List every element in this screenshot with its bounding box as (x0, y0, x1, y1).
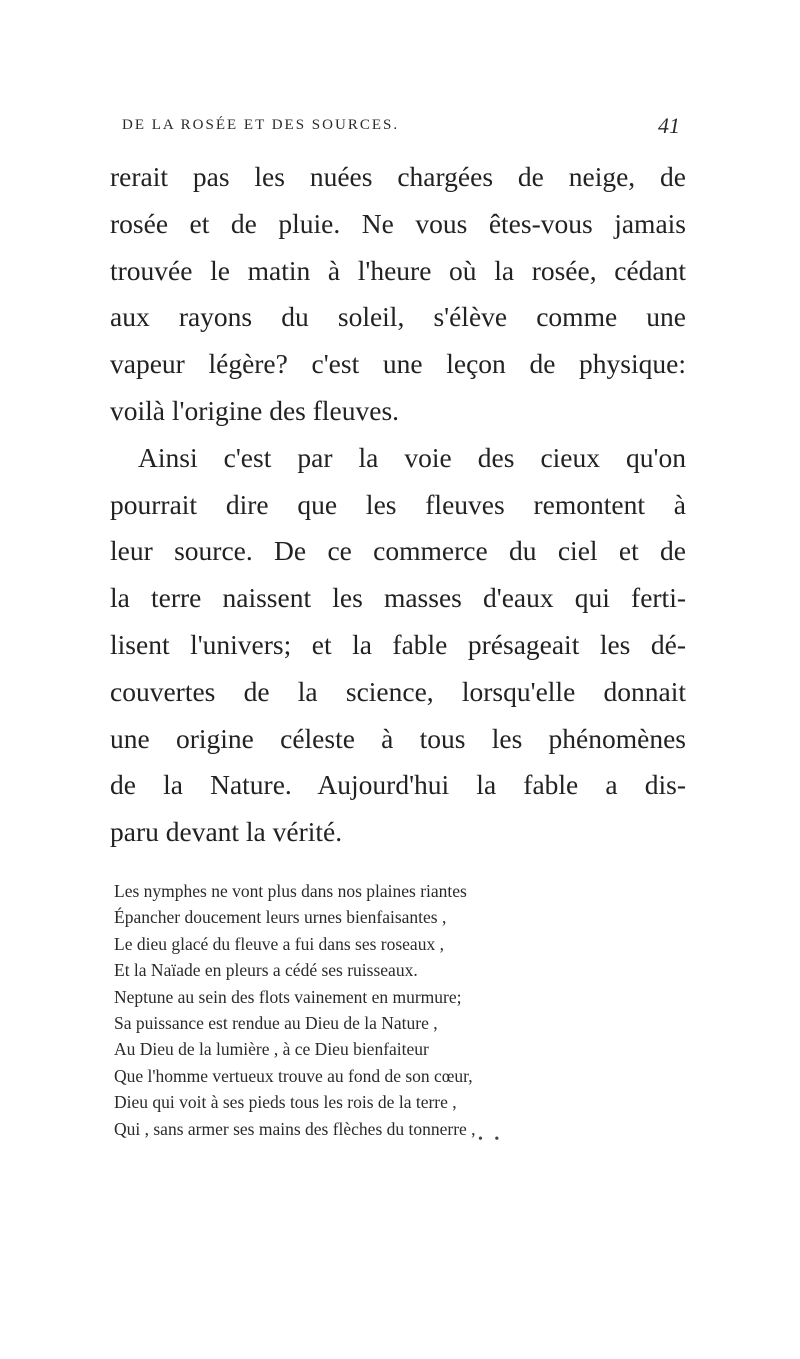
verse-line: Neptune au sein des flots vainement en murmure; (114, 986, 462, 1007)
running-title: DE LA ROSÉE ET DES SOURCES. (122, 117, 400, 133)
prose-line: paru devant la vérité. (110, 816, 343, 848)
verse-line: Et la Naïade en pleurs a cédé ses ruisseaux. (114, 960, 418, 981)
verse-line: Que l'homme vertueux trouve au fond de son cœur, (114, 1065, 473, 1086)
prose-line: lisent l'univers; et la fable présageait les dé- (110, 628, 686, 660)
prose-line: rosée et de pluie. Ne vous êtes-vous jamais (110, 207, 686, 239)
verse-line: Dieu qui voit à ses pieds tous les rois de la terre , (114, 1092, 457, 1113)
prose-line: pourrait dire que les fleuves remontent à (110, 488, 686, 520)
prose-line: une origine céleste à tous les phénomènes (110, 722, 686, 754)
prose-line: rerait pas les nuées chargées de neige, de (110, 161, 686, 192)
prose-line: trouvée le matin à l'heure où la rosée, cédant (110, 254, 686, 286)
prose-line: couvertes de la science, lorsqu'elle donnait (110, 675, 686, 707)
prose-line: leur source. De ce commerce du ciel et de (110, 535, 686, 567)
prose-line: de la Nature. Aujourd'hui la fable a dis- (110, 769, 686, 801)
prose-block (110, 154, 686, 856)
prose-line: voilà l'origine des fleuves. (110, 394, 400, 426)
verse-line: Sa puissance est rendue au Dieu de la Nature , (114, 1012, 438, 1033)
verse-line: Au Dieu de la lumière , à ce Dieu bienfaiteur (114, 1039, 429, 1060)
prose-line: vapeur légère? c'est une leçon de physique: (110, 348, 686, 380)
running-head (110, 113, 680, 143)
verse-line: Le dieu glacé du fleuve a fui dans ses roseaux , (114, 933, 444, 954)
verse-line: Qui , sans armer ses mains des flèches du tonnerre , (114, 1118, 476, 1139)
prose-line: aux rayons du soleil, s'élève comme une (110, 301, 686, 333)
verse-line: Épancher doucement leurs urnes bienfaisantes , (114, 907, 447, 928)
page-number: 41 (658, 113, 680, 138)
signature-mark: • • (478, 1132, 504, 1147)
prose-line: la terre naissent les masses d'eaux qui ferti- (110, 582, 686, 614)
prose-line: Ainsi c'est par la voie des cieux qu'on (138, 441, 686, 473)
verse-line: Les nymphes ne vont plus dans nos plaines riantes (114, 881, 467, 901)
verse-block (114, 878, 694, 1142)
